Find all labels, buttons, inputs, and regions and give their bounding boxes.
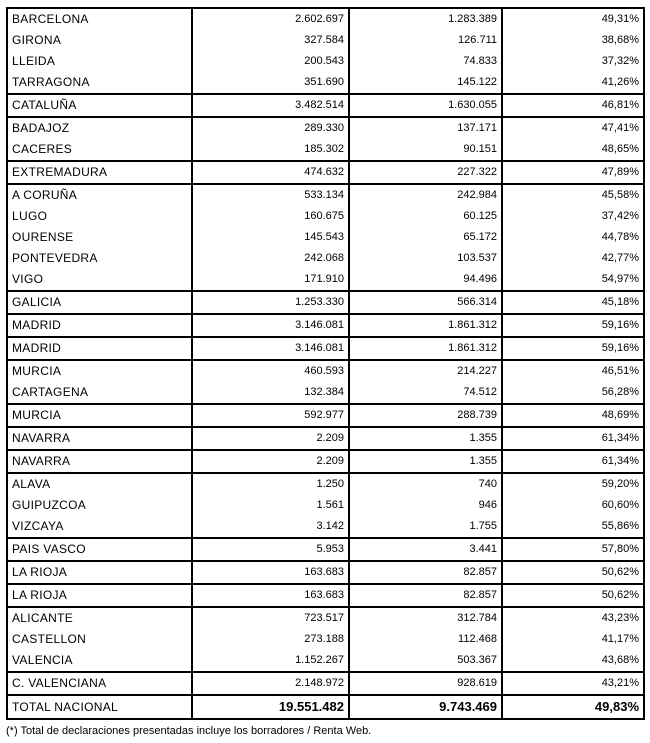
- percentage-cell: 59,16%: [502, 314, 644, 337]
- drafts-declarations-cell: 145.122: [349, 72, 502, 94]
- drafts-declarations-cell: 65.172: [349, 227, 502, 248]
- total-declarations-cell: 163.683: [192, 561, 349, 584]
- province-name-cell: NAVARRA: [7, 427, 192, 450]
- total-declarations-cell: 2.148.972: [192, 672, 349, 695]
- table-row: [7, 206, 644, 227]
- province-name-cell: TARRAGONA: [7, 72, 192, 94]
- total-declarations-cell: 3.146.081: [192, 337, 349, 360]
- drafts-declarations-cell: 214.227: [349, 360, 502, 382]
- drafts-declarations-cell: 288.739: [349, 404, 502, 427]
- total-declarations-cell: 1.250: [192, 473, 349, 495]
- table-row: [7, 495, 644, 516]
- province-name-cell: LA RIOJA: [7, 584, 192, 607]
- drafts-declarations-cell: 126.711: [349, 30, 502, 51]
- province-name-cell: MURCIA: [7, 404, 192, 427]
- province-name-cell: LLEIDA: [7, 51, 192, 72]
- drafts-declarations-cell: 1.283.389: [349, 8, 502, 30]
- total-declarations-cell: 19.551.482: [192, 695, 349, 719]
- total-declarations-cell: 460.593: [192, 360, 349, 382]
- drafts-declarations-cell: 137.171: [349, 117, 502, 139]
- drafts-declarations-cell: 312.784: [349, 607, 502, 629]
- province-name-cell: CATALUÑA: [7, 94, 192, 117]
- percentage-cell: 60,60%: [502, 495, 644, 516]
- total-declarations-cell: 132.384: [192, 382, 349, 404]
- table-row: [7, 607, 644, 629]
- total-declarations-cell: 171.910: [192, 269, 349, 291]
- province-name-cell: EXTREMADURA: [7, 161, 192, 184]
- table-row: [7, 538, 644, 561]
- table-row: [7, 650, 644, 672]
- total-declarations-cell: 3.482.514: [192, 94, 349, 117]
- province-name-cell: ALICANTE: [7, 607, 192, 629]
- total-declarations-cell: 185.302: [192, 139, 349, 161]
- total-declarations-cell: 289.330: [192, 117, 349, 139]
- province-name-cell: VIGO: [7, 269, 192, 291]
- table-row: [7, 94, 644, 117]
- drafts-declarations-cell: 1.355: [349, 427, 502, 450]
- drafts-declarations-cell: 740: [349, 473, 502, 495]
- province-name-cell: MADRID: [7, 337, 192, 360]
- total-declarations-cell: 2.209: [192, 450, 349, 473]
- drafts-declarations-cell: 74.512: [349, 382, 502, 404]
- table-row: [7, 117, 644, 139]
- percentage-cell: 55,86%: [502, 516, 644, 538]
- percentage-cell: 37,42%: [502, 206, 644, 227]
- percentage-cell: 59,20%: [502, 473, 644, 495]
- total-declarations-cell: 1.253.330: [192, 291, 349, 314]
- province-name-cell: MURCIA: [7, 360, 192, 382]
- table-row: [7, 314, 644, 337]
- drafts-declarations-cell: 3.441: [349, 538, 502, 561]
- total-declarations-cell: 327.584: [192, 30, 349, 51]
- percentage-cell: 61,34%: [502, 427, 644, 450]
- percentage-cell: 42,77%: [502, 248, 644, 269]
- table-row: [7, 248, 644, 269]
- total-declarations-cell: 273.188: [192, 629, 349, 650]
- total-declarations-cell: 3.142: [192, 516, 349, 538]
- percentage-cell: 41,17%: [502, 629, 644, 650]
- total-declarations-cell: 474.632: [192, 161, 349, 184]
- drafts-declarations-cell: 90.151: [349, 139, 502, 161]
- drafts-declarations-cell: 94.496: [349, 269, 502, 291]
- drafts-declarations-cell: 1.630.055: [349, 94, 502, 117]
- drafts-declarations-cell: 82.857: [349, 584, 502, 607]
- percentage-cell: 56,28%: [502, 382, 644, 404]
- total-declarations-cell: 242.068: [192, 248, 349, 269]
- province-name-cell: CACERES: [7, 139, 192, 161]
- percentage-cell: 43,68%: [502, 650, 644, 672]
- table-row: [7, 584, 644, 607]
- percentage-cell: 37,32%: [502, 51, 644, 72]
- drafts-declarations-cell: 1.861.312: [349, 337, 502, 360]
- percentage-cell: 41,26%: [502, 72, 644, 94]
- province-name-cell: GIRONA: [7, 30, 192, 51]
- total-declarations-cell: 723.517: [192, 607, 349, 629]
- drafts-declarations-cell: 60.125: [349, 206, 502, 227]
- table-row: [7, 337, 644, 360]
- total-declarations-cell: 160.675: [192, 206, 349, 227]
- table-row: [7, 269, 644, 291]
- table-row: [7, 72, 644, 94]
- total-declarations-cell: 1.561: [192, 495, 349, 516]
- province-name-cell: VALENCIA: [7, 650, 192, 672]
- percentage-cell: 43,21%: [502, 672, 644, 695]
- table-row: [7, 382, 644, 404]
- percentage-cell: 38,68%: [502, 30, 644, 51]
- percentage-cell: 44,78%: [502, 227, 644, 248]
- province-name-cell: BARCELONA: [7, 8, 192, 30]
- province-name-cell: CARTAGENA: [7, 382, 192, 404]
- province-name-cell: GALICIA: [7, 291, 192, 314]
- total-declarations-cell: 145.543: [192, 227, 349, 248]
- province-name-cell: C. VALENCIANA: [7, 672, 192, 695]
- total-row: [7, 695, 644, 719]
- table-row: [7, 139, 644, 161]
- percentage-cell: 61,34%: [502, 450, 644, 473]
- table-row: [7, 516, 644, 538]
- province-name-cell: MADRID: [7, 314, 192, 337]
- percentage-cell: 48,65%: [502, 139, 644, 161]
- total-declarations-cell: 5.953: [192, 538, 349, 561]
- drafts-declarations-cell: 1.755: [349, 516, 502, 538]
- percentage-cell: 54,97%: [502, 269, 644, 291]
- percentage-cell: 59,16%: [502, 337, 644, 360]
- total-declarations-cell: 592.977: [192, 404, 349, 427]
- percentage-cell: 50,62%: [502, 561, 644, 584]
- footnote: (*) Total de declaraciones presentadas incluye los borradores / Renta Web.: [6, 725, 372, 737]
- drafts-declarations-cell: 242.984: [349, 184, 502, 206]
- percentage-cell: 45,58%: [502, 184, 644, 206]
- percentage-cell: 46,51%: [502, 360, 644, 382]
- drafts-declarations-cell: 82.857: [349, 561, 502, 584]
- drafts-declarations-cell: 946: [349, 495, 502, 516]
- province-name-cell: LUGO: [7, 206, 192, 227]
- drafts-declarations-cell: 503.367: [349, 650, 502, 672]
- drafts-declarations-cell: 928.619: [349, 672, 502, 695]
- table-row: [7, 227, 644, 248]
- province-name-cell: ALAVA: [7, 473, 192, 495]
- total-declarations-cell: 200.543: [192, 51, 349, 72]
- total-declarations-cell: 1.152.267: [192, 650, 349, 672]
- percentage-cell: 47,89%: [502, 161, 644, 184]
- drafts-declarations-cell: 103.537: [349, 248, 502, 269]
- percentage-cell: 46,81%: [502, 94, 644, 117]
- table-row: [7, 629, 644, 650]
- total-declarations-cell: 2.602.697: [192, 8, 349, 30]
- percentage-cell: 48,69%: [502, 404, 644, 427]
- percentage-cell: 45,18%: [502, 291, 644, 314]
- total-declarations-cell: 351.690: [192, 72, 349, 94]
- total-declarations-cell: 533.134: [192, 184, 349, 206]
- table-row: [7, 672, 644, 695]
- drafts-declarations-cell: 566.314: [349, 291, 502, 314]
- province-name-cell: PAIS VASCO: [7, 538, 192, 561]
- table-row: [7, 404, 644, 427]
- drafts-declarations-cell: 1.861.312: [349, 314, 502, 337]
- table-row: [7, 161, 644, 184]
- province-name-cell: VIZCAYA: [7, 516, 192, 538]
- drafts-declarations-cell: 227.322: [349, 161, 502, 184]
- province-name-cell: TOTAL NACIONAL: [7, 695, 192, 719]
- table-row: [7, 291, 644, 314]
- percentage-cell: 43,23%: [502, 607, 644, 629]
- total-declarations-cell: 3.146.081: [192, 314, 349, 337]
- total-declarations-cell: 2.209: [192, 427, 349, 450]
- table-row: [7, 450, 644, 473]
- province-name-cell: NAVARRA: [7, 450, 192, 473]
- percentage-cell: 49,83%: [502, 695, 644, 719]
- drafts-declarations-cell: 1.355: [349, 450, 502, 473]
- province-name-cell: PONTEVEDRA: [7, 248, 192, 269]
- table-row: [7, 561, 644, 584]
- table-row: [7, 184, 644, 206]
- table-row: [7, 427, 644, 450]
- percentage-cell: 57,80%: [502, 538, 644, 561]
- drafts-declarations-cell: 112.468: [349, 629, 502, 650]
- table-row: [7, 51, 644, 72]
- drafts-declarations-cell: 74.833: [349, 51, 502, 72]
- province-name-cell: A CORUÑA: [7, 184, 192, 206]
- province-name-cell: BADAJOZ: [7, 117, 192, 139]
- table-body: [7, 8, 644, 719]
- declarations-table: [6, 7, 645, 720]
- province-name-cell: OURENSE: [7, 227, 192, 248]
- province-name-cell: CASTELLON: [7, 629, 192, 650]
- table-row: [7, 360, 644, 382]
- table-row: [7, 8, 644, 30]
- province-name-cell: GUIPUZCOA: [7, 495, 192, 516]
- percentage-cell: 50,62%: [502, 584, 644, 607]
- drafts-declarations-cell: 9.743.469: [349, 695, 502, 719]
- table-row: [7, 30, 644, 51]
- province-name-cell: LA RIOJA: [7, 561, 192, 584]
- total-declarations-cell: 163.683: [192, 584, 349, 607]
- percentage-cell: 47,41%: [502, 117, 644, 139]
- percentage-cell: 49,31%: [502, 8, 644, 30]
- table-row: [7, 473, 644, 495]
